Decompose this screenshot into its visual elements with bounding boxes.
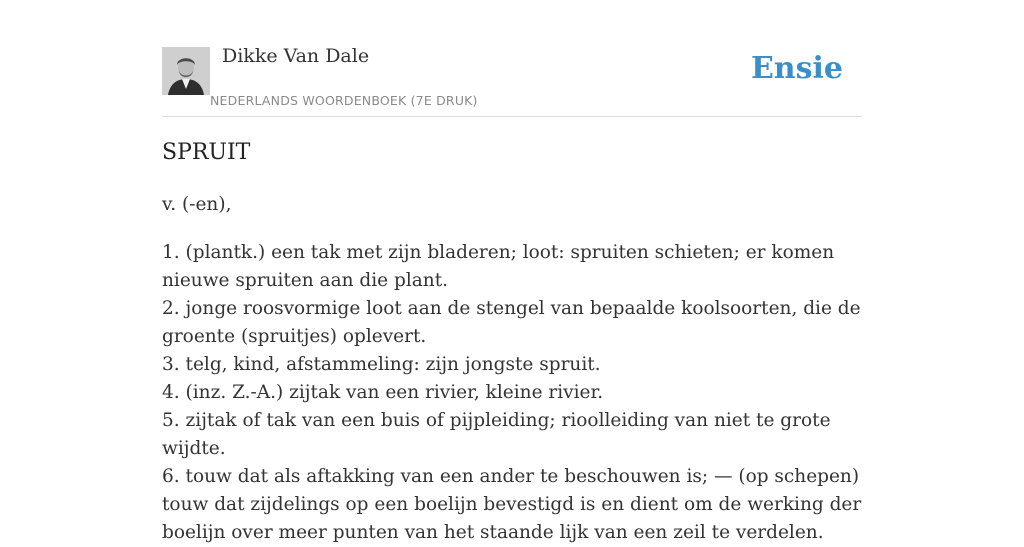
definition-item: 3. telg, kind, afstammeling: zijn jongste spruit. <box>162 354 601 375</box>
definition-item: 5. zijtak of tak van een buis of pijpleiding; rioolleiding van niet te grote wijdte. <box>162 410 831 459</box>
headword: SPRUIT <box>162 140 251 165</box>
definition-item: 4. (inz. Z.-A.) zijtak van een rivier, kleine rivier. <box>162 382 604 403</box>
portrait-icon <box>162 47 210 95</box>
definition-item: 2. jonge roosvormige loot aan de stengel van bepaalde koolsoorten, die de groente (spruitjes) oplevert. <box>162 298 861 347</box>
brand-logo[interactable]: Ensie <box>750 51 843 86</box>
author-name[interactable]: Dikke Van Dale <box>222 45 370 67</box>
page-header <box>162 0 862 117</box>
source-label[interactable]: NEDERLANDS WOORDENBOEK (7E DRUK) <box>210 93 478 108</box>
entry-page <box>162 0 862 543</box>
definition-item: 6. touw dat als aftakking van een ander te beschouwen is; — (op schepen) touw dat zijdelings op een boelijn bevestigd is en dient om de werking der boelijn over meer punten van het staande lijk van een zeil te verdelen. <box>162 466 862 543</box>
author-avatar[interactable] <box>162 47 210 95</box>
grammar-info: v. (-en), <box>162 194 232 215</box>
definition-item: 1. (plantk.) een tak met zijn bladeren; loot: spruiten schieten; er komen nieuwe spruiten aan die plant. <box>162 242 835 291</box>
definition-list <box>162 239 862 547</box>
